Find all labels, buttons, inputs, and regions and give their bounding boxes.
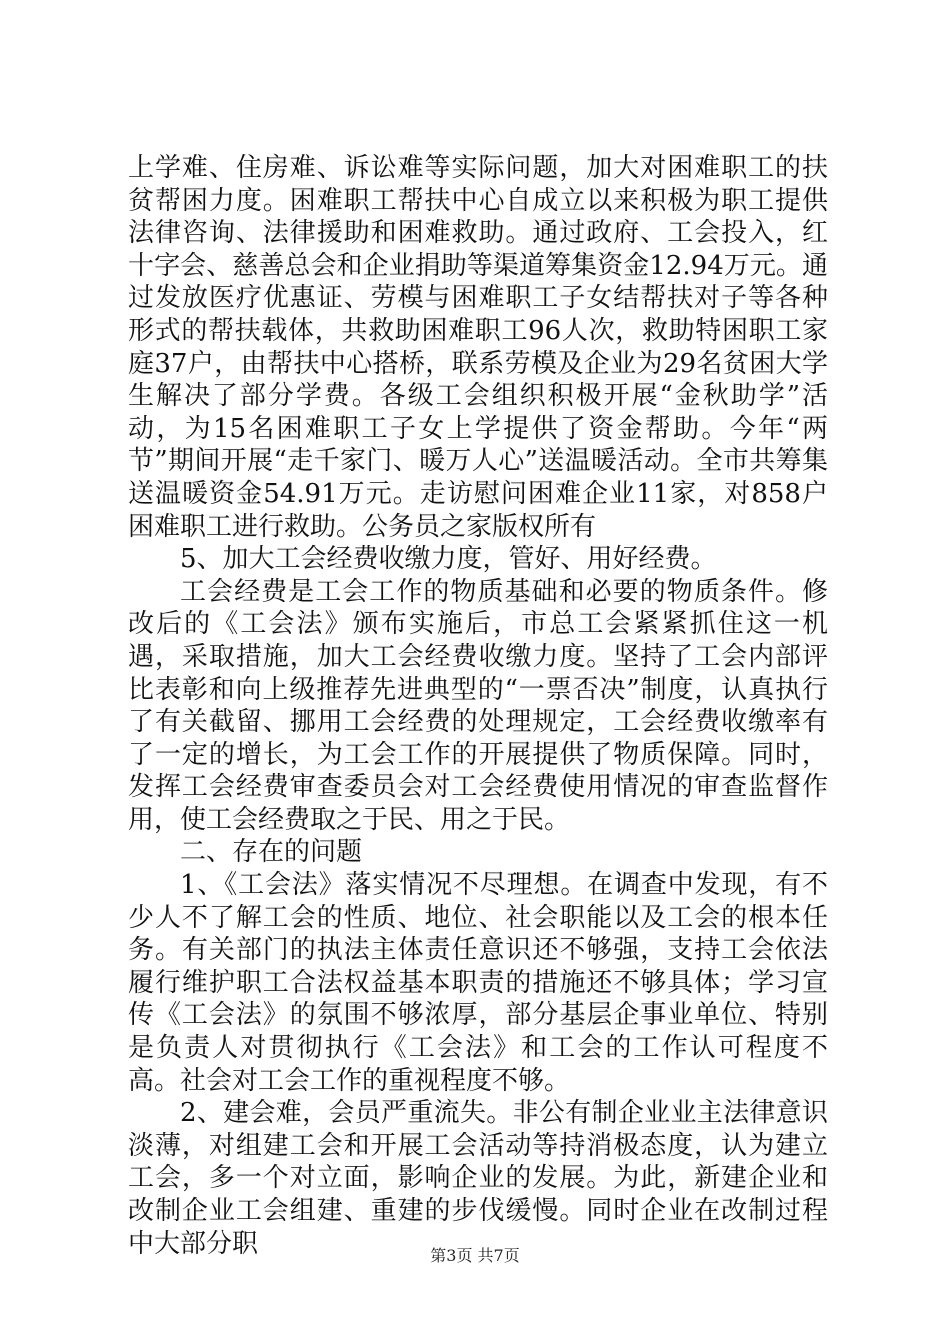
paragraph-problem-1: 1、《工会法》落实情况不尽理想。在调查中发现，有不少人不了解工会的性质、地位、社会职能以及工会的根本任务。有关部门的执法主体责任意识还不够强，支持工会依法履行维护职工合法权益基本职责的措施还不够具体；学习宣传《工会法》的氛围不够浓厚，部分基层企事业单位、特别是负责人对贯彻执行《工会法》和工会的工作认可程度不高。社会对工会工作的重视程度不够。 [128, 870, 828, 1096]
heading-existing-problems: 二、存在的问题 [180, 837, 363, 868]
paragraph-union-funds: 工会经费是工会工作的物质基础和必要的物质条件。修改后的《工会法》颁布实施后，市总工会紧紧抓住这一机遇，采取措施，加大工会经费收缴力度。坚持了工会内部评比表彰和向上级推荐先进典型的“一票否决”制度，认真执行了有关截留、挪用工会经费的处理规定，工会经费收缴率有了一定的增长，为工会工作的开展提供了物质保障。同时，发挥工会经费审查委员会对工会经费使用情况的审查监督作用，使工会经费取之于民、用之于民。 [128, 576, 828, 835]
paragraph-problem-2: 2、建会难，会员严重流失。非公有制企业业主法律意识淡薄，对组建工会和开展工会活动等持消极态度，认为建立工会，多一个对立面，影响企业的发展。为此，新建企业和改制企业工会组建、重建的步伐缓慢。同时企业在改制过程中大部分职 [128, 1098, 828, 1259]
page-number-footer: 第3页 共7页 [430, 1246, 520, 1265]
document-body [128, 152, 828, 1260]
paragraph-poverty-relief: 上学难、住房难、诉讼难等实际问题，加大对困难职工的扶贫帮困力度。困难职工帮扶中心自成立以来积极为职工提供法律咨询、法律援助和困难救助。通过政府、工会投入，红十字会、慈善总会和企业捐助等渠道筹集资金12.94万元。通过发放医疗优惠证、劳模与困难职工子女结帮扶对子等各种形式的帮扶载体，共救助困难职工96人次，救助特困职工家庭37户，由帮扶中心搭桥，联系劳模及企业为29名贫困大学生解决了部分学费。各级工会组织积极开展“金秋助学”活动，为15名困难职工子女上学提供了资金帮助。今年“两节”期间开展“走千家门、暖万人心”送温暖活动。全市共筹集送温暖资金54.91万元。走访慰问困难企业11家，对858户困难职工进行救助。公务员之家版权所有 [128, 153, 828, 542]
heading-union-funds: 5、加大工会经费收缴力度，管好、用好经费。 [180, 544, 717, 575]
